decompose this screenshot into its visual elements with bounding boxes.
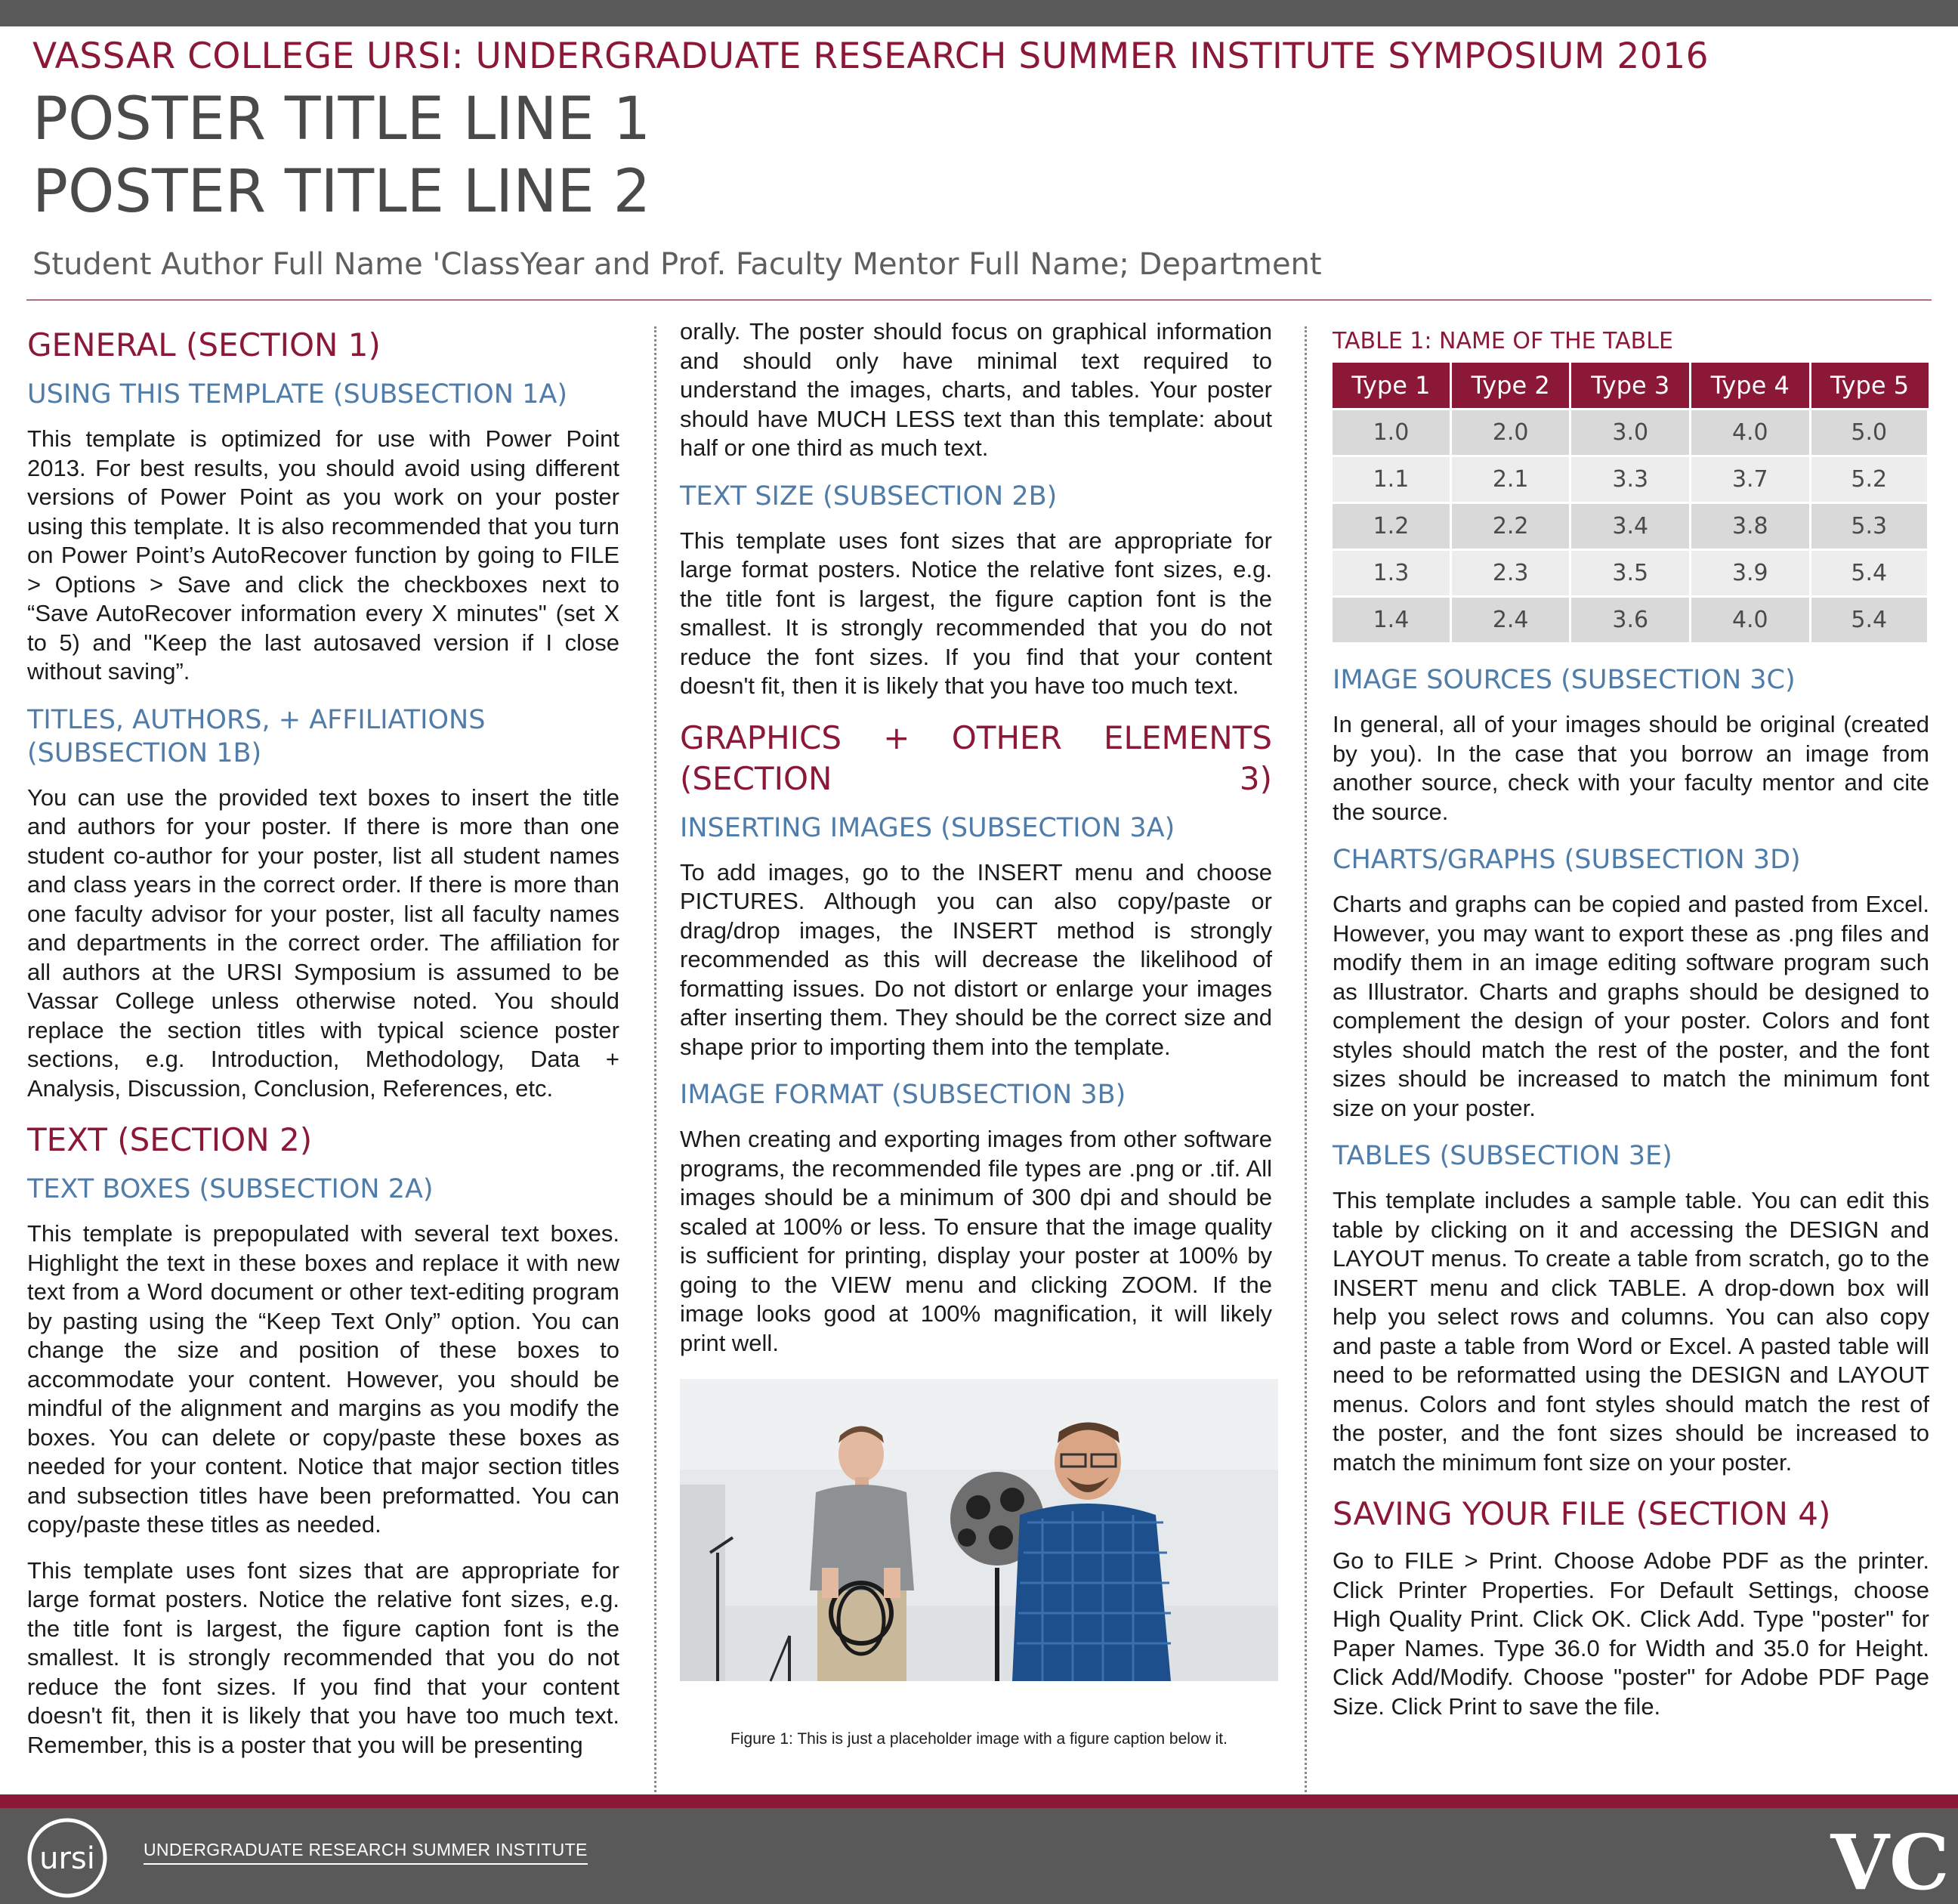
paragraph-1a: This template is optimized for use with Power Point 2013. For best results, you should avoid using different versions of Power Point as you work on your poster using this template. It is also recommended that you turn on Power Point’s AutoRecover function by going to FILE > Options > Save and click the checkboxes next to “Save AutoRecover information every X minutes" (set X to 5) and "Keep the last autosaved version if I close without saving”. <box>27 425 619 685</box>
subsection-title-3b: IMAGE FORMAT (SUBSECTION 3B) <box>680 1080 1126 1110</box>
table-cell: 4.0 <box>1691 597 1811 643</box>
table-cell: 2.0 <box>1450 410 1570 456</box>
paragraph-3a: To add images, go to the INSERT menu and choose PICTURES. Although you can also copy/paste or drag/drop images, the INSERT method is strongly recommended as this will decrease the likelihood of formatting issues. Do not distort or enlarge your images after inserting them. They should be the correct size and shape prior to importing them into the template. <box>680 858 1272 1060</box>
section-title-general: GENERAL (SECTION 1) <box>27 326 381 363</box>
paragraph-3b: When creating and exporting images from other software programs, the recommended file types are .png or .tif. All images should be a minimum of 300 dpi and should be scaled at 100% or less. To ensure that the image quality is sufficient for printing, display your poster at 100% by going to the VIEW menu and clicking ZOOM. If the image looks good at 100% magnification, it will likely print well. <box>680 1126 1272 1356</box>
table-header-cell: Type 2 <box>1450 363 1570 410</box>
table-cell: 3.8 <box>1691 503 1811 550</box>
ursi-logo-icon <box>26 1817 108 1899</box>
table-cell: 4.0 <box>1691 410 1811 456</box>
section-title-saving: SAVING YOUR FILE (SECTION 4) <box>1333 1495 1831 1532</box>
table-header-row <box>1333 363 1929 410</box>
table-caption: TABLE 1: NAME OF THE TABLE <box>1333 328 1673 354</box>
top-bar <box>0 0 1958 26</box>
event-title: VASSAR COLLEGE URSI: UNDERGRADUATE RESEARCH SUMMER INSTITUTE SYMPOSIUM 2016 <box>32 36 1709 77</box>
table-header-cell: Type 4 <box>1691 363 1811 410</box>
header-divider <box>26 299 1932 301</box>
table-header-cell: Type 5 <box>1810 363 1928 410</box>
subsection-title-1a: USING THIS TEMPLATE (SUBSECTION 1A) <box>27 379 567 410</box>
table-row <box>1333 550 1929 597</box>
vc-monogram-icon <box>1830 1813 1950 1904</box>
table-cell: 5.0 <box>1810 410 1928 456</box>
table-cell: 3.0 <box>1570 410 1691 456</box>
table-cell: 5.4 <box>1810 597 1928 643</box>
table-row <box>1333 410 1929 456</box>
table-header-cell: Type 1 <box>1333 363 1450 410</box>
paragraph-3c: In general, all of your images should be original (created by you). In the case that you borrow an image from another source, check with your faculty mentor and cite the source. <box>1333 711 1929 825</box>
table-header-cell: Type 3 <box>1570 363 1691 410</box>
section-title-graphics: GRAPHICS + OTHER ELEMENTS (SECTION 3) <box>680 719 1272 797</box>
section-title-text: TEXT (SECTION 2) <box>27 1121 313 1158</box>
paragraph-continued: orally. The poster should focus on graphical information and should only have minimal text required to understand the images, charts, and tables. Your poster should have MUCH LESS text than this template: about half or one third as much text. <box>680 318 1272 461</box>
table-cell: 1.3 <box>1333 550 1450 597</box>
column-1 <box>27 317 619 1798</box>
subsection-title-3e: TABLES (SUBSECTION 3E) <box>1333 1141 1672 1171</box>
table-cell: 5.3 <box>1810 503 1928 550</box>
vassar-vc-logo <box>1830 1813 1950 1904</box>
table-cell: 1.4 <box>1333 597 1450 643</box>
table-cell: 5.2 <box>1810 456 1928 503</box>
ursi-logo <box>26 1817 108 1899</box>
subsection-title-3a: INSERTING IMAGES (SUBSECTION 3A) <box>680 812 1175 843</box>
subsection-title-1b: TITLES, AUTHORS, + AFFILIATIONS (SUBSECTION 1B) <box>27 704 486 768</box>
column-divider-2 <box>1305 326 1307 1792</box>
authors-line: Student Author Full Name 'ClassYear and Prof. Faculty Mentor Full Name; Department <box>32 247 1322 282</box>
column-divider-1 <box>654 326 656 1792</box>
paragraph-3e: This template includes a sample table. You can edit this table by clicking on it and accessing the DESIGN and LAYOUT menus. To create a table from scratch, go to the INSERT menu and click TABLE. A drop-down box will help you select rows and columns. You can also copy and paste a table from Word or Excel. A pasted table will need to be reformatted using the DESIGN and LAYOUT menus. Colors and font styles should match the rest of the poster, and the font sizes should be increased to match the minimum font size on your poster. <box>1333 1187 1929 1476</box>
table-cell: 1.1 <box>1333 456 1450 503</box>
table-cell: 2.3 <box>1450 550 1570 597</box>
paragraph-1b: You can use the provided text boxes to insert the title and authors for your poster. If there is more than one student co-author for your poster, list all student names and class years in the correct order. If there is more than one faculty advisor for your poster, list all faculty names and departments in the correct order. The affiliation for all authors at the URSI Symposium is assumed to be Vassar College unless otherwise noted. You should replace the section titles with typical science poster sections, e.g. Introduction, Methodology, Data + Analysis, Discussion, Conclusion, References, etc. <box>27 784 619 1102</box>
table-cell: 2.2 <box>1450 503 1570 550</box>
table-row <box>1333 503 1929 550</box>
ursi-name: UNDERGRADUATE RESEARCH SUMMER INSTITUTE <box>144 1840 588 1865</box>
table-cell: 2.4 <box>1450 597 1570 643</box>
table-cell: 5.4 <box>1810 550 1928 597</box>
poster-header <box>32 30 1936 286</box>
svg-text:VC: VC <box>1830 1818 1950 1904</box>
paragraph-2a: This template is prepopulated with several text boxes. Highlight the text in these boxes and replace it with new text from a Word document or other text-editing program by pasting using the “Keep Text Only” option. You can change the size and position of these boxes to accommodate your content. However, you should be mindful of the alignment and margins as you modify the boxes. You can delete or copy/paste these boxes as needed for your content. Notice that major section titles and subsection titles have been preformatted. You can copy/paste these titles as needed. <box>27 1220 619 1538</box>
table-cell: 3.7 <box>1691 456 1811 503</box>
figure-caption: Figure 1: This is just a placeholder image with a figure caption below it. <box>730 1730 1228 1748</box>
column-3 <box>1333 317 1929 1798</box>
table-cell: 3.4 <box>1570 503 1691 550</box>
placeholder-photo <box>680 1379 1278 1681</box>
table-cell: 3.5 <box>1570 550 1691 597</box>
paragraph-4: Go to FILE > Print. Choose Adobe PDF as the printer. Click Printer Properties. For Default Settings, choose High Quality Print. Click OK. Click Add. Type "poster" for Paper Names. Type 36.0 for Width and 35.0 for Height. Click Add/Modify. Choose "poster" for Adobe PDF Page Size. Click Print to save the file. <box>1333 1547 1929 1720</box>
table-row <box>1333 456 1929 503</box>
subsection-title-3c: IMAGE SOURCES (SUBSECTION 3C) <box>1333 665 1796 695</box>
svg-text:ursi: ursi <box>39 1841 95 1876</box>
data-table <box>1333 363 1929 642</box>
subsection-title-3d: CHARTS/GRAPHS (SUBSECTION 3D) <box>1333 845 1801 875</box>
paragraph-2b: This template uses font sizes that are appropriate for large format posters. Notice the relative font sizes, e.g. the title font is largest, the figure caption font is the smallest. It is strongly recommended that you do not reduce the font sizes. If you find that your content doesn't fit, then it is likely that you have too much text. <box>680 527 1272 699</box>
footer-accent-bar <box>0 1794 1958 1808</box>
poster-title-line-2: POSTER TITLE LINE 2 <box>32 158 651 226</box>
paragraph-3d: Charts and graphs can be copied and pasted from Excel. However, you may want to export these as .png files and modify them in an image editing software program such as Illustrator. Charts and graphs should be designed to complement the design of your poster. Colors and font styles should match the rest of the poster, and the font sizes should be increased to match the minimum font size on your poster. <box>1333 891 1929 1121</box>
photo-illustration <box>680 1379 1278 1681</box>
paragraph-2a-continued: This template uses font sizes that are appropriate for large format posters. Notice the relative font sizes, e.g. the title font is largest, the figure caption font is the smallest. It is strongly recommended that you do not reduce the font sizes. If you find that your content doesn't fit, then it is likely that you have too much text. Remember, this is a poster that you will be presenting <box>27 1556 619 1758</box>
table-cell: 1.0 <box>1333 410 1450 456</box>
table-cell: 3.6 <box>1570 597 1691 643</box>
table-cell: 3.9 <box>1691 550 1811 597</box>
poster-title-line-1: POSTER TITLE LINE 1 <box>32 85 651 153</box>
subsection-title-2b: TEXT SIZE (SUBSECTION 2B) <box>680 481 1058 512</box>
subsection-title-2a: TEXT BOXES (SUBSECTION 2A) <box>27 1174 434 1204</box>
table-cell: 2.1 <box>1450 456 1570 503</box>
table-cell: 3.3 <box>1570 456 1691 503</box>
table-row <box>1333 597 1929 643</box>
table-cell: 1.2 <box>1333 503 1450 550</box>
